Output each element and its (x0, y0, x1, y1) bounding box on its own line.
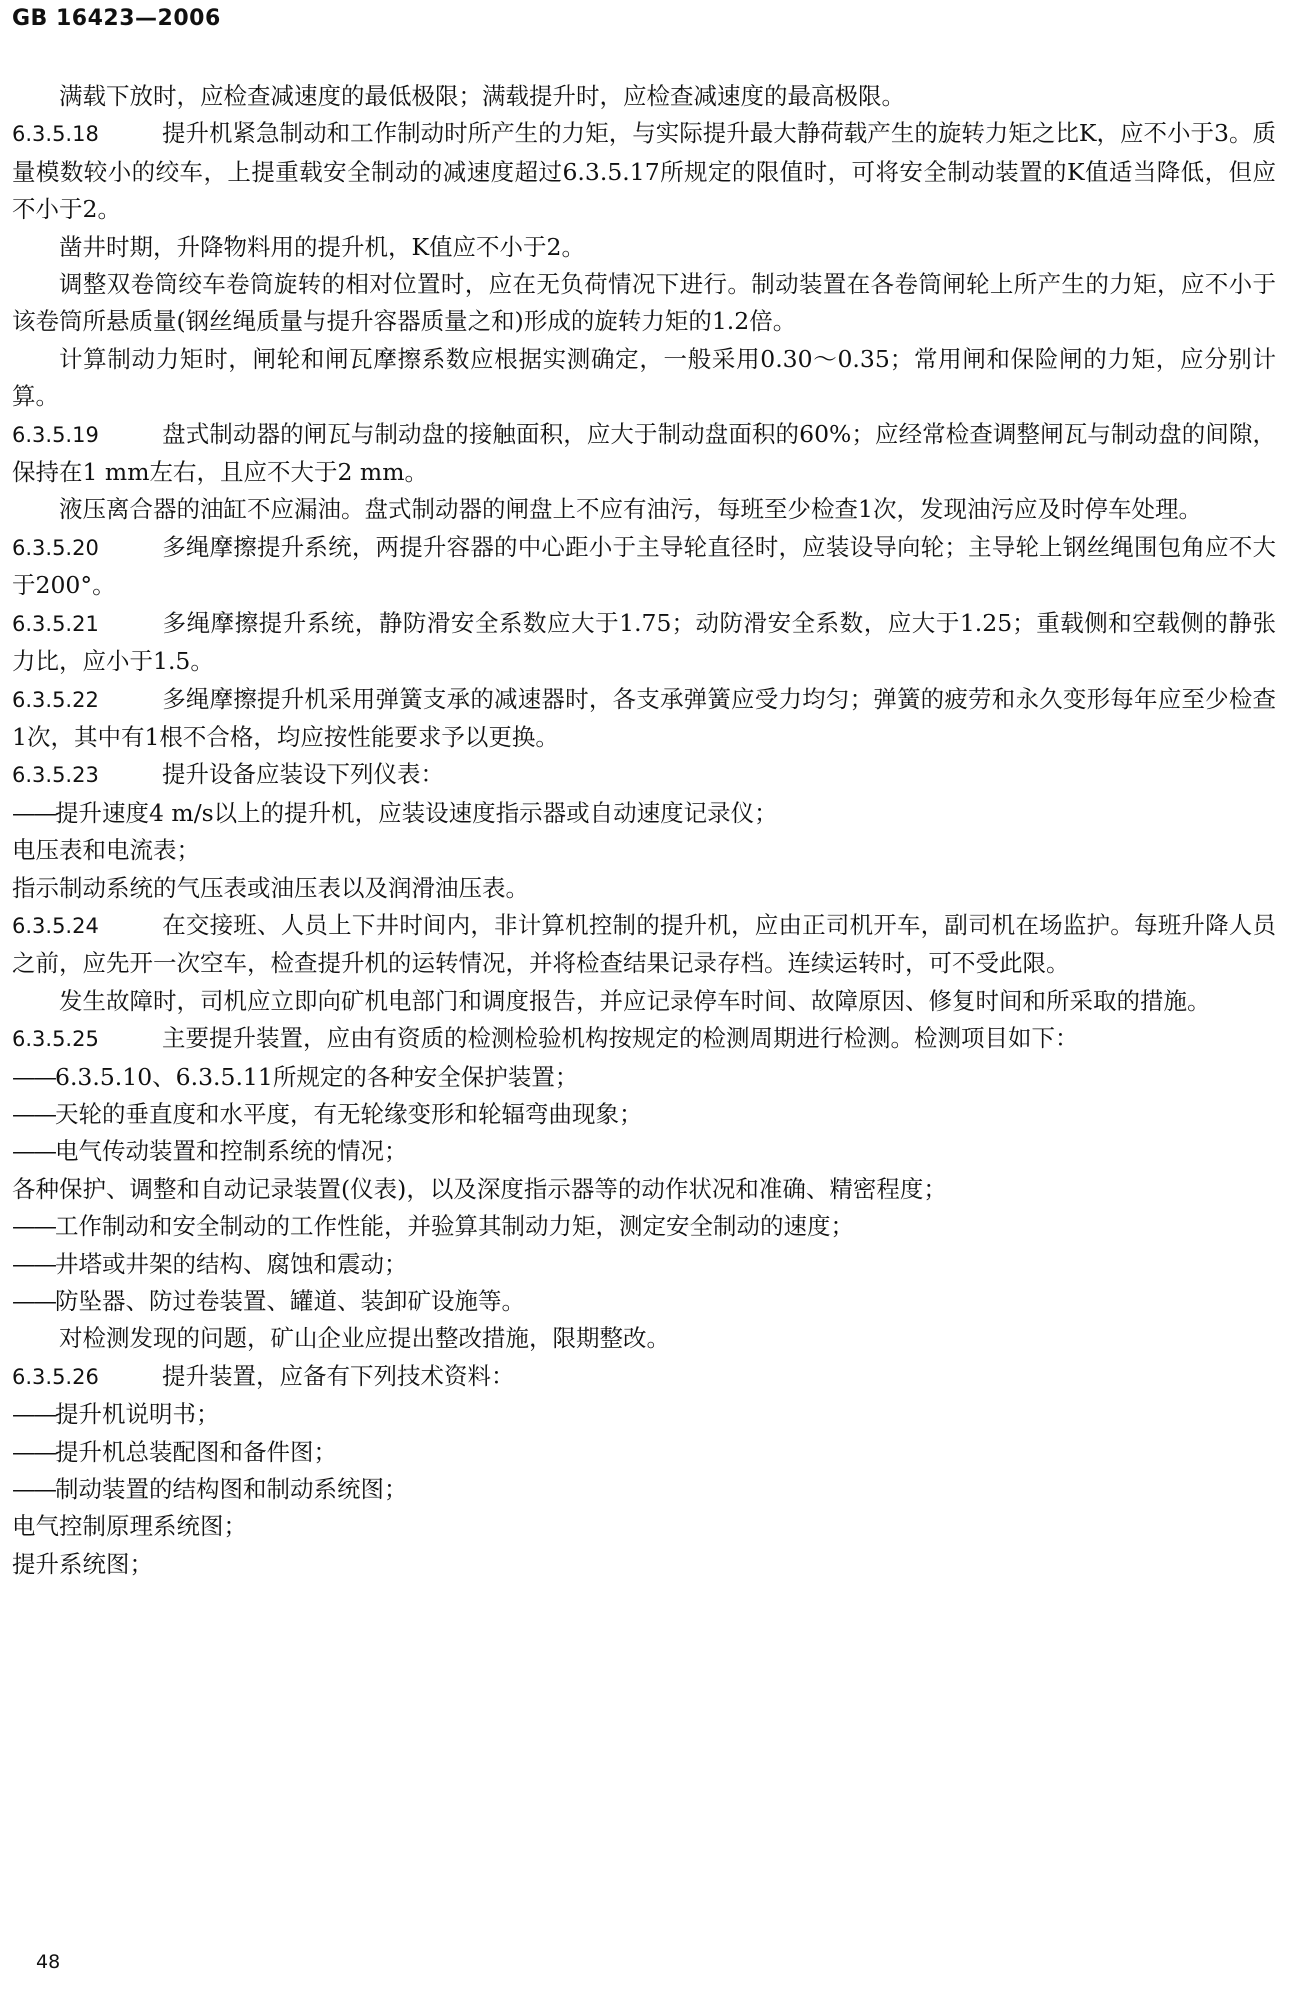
list-item: 电气控制原理系统图； (12, 1512, 247, 1541)
clause-number: 6.3.5.22 (12, 687, 99, 712)
em-dash-marker: —— (12, 1437, 55, 1466)
clause (12, 605, 1276, 681)
clause (12, 907, 1276, 983)
list-item: ——提升机总装配图和备件图； (12, 1437, 337, 1466)
clause-number: 6.3.5.24 (12, 913, 99, 938)
clause (12, 681, 1276, 757)
em-dash-marker: —— (12, 1287, 55, 1315)
list-item: 各种保护、调整和自动记录装置(仪表)，以及深度指示器等的动作状况和准确、精密程度； (12, 1174, 947, 1203)
document-body (12, 78, 1276, 1583)
clause-number: 6.3.5.19 (12, 422, 99, 447)
clause-text: 在交接班、人员上下井时间内，非计算机控制的提升机，应由正司机开车，副司机在场监护。每班升降人员之前，应先开一次空车，检查提升机的运转情况，并将检查结果记录存档。连续运转时，可不受此限。 (12, 910, 1276, 978)
paragraph: 调整双卷筒绞车卷筒旋转的相对位置时，应在无负荷情况下进行。制动装置在各卷筒闸轮上所产生的力矩，应不小于该卷筒所悬质量(钢丝绳质量与提升容器质量之和)形成的旋转力矩的1.2倍。 (12, 270, 1276, 336)
em-dash-marker: —— (12, 1475, 55, 1504)
clause-number: 6.3.5.26 (12, 1364, 99, 1389)
em-dash-marker: —— (12, 1137, 55, 1166)
list-item: 电压表和电流表； (12, 836, 200, 865)
list-item: 提升系统图； (12, 1549, 153, 1578)
list-item: ——防坠器、防过卷装置、罐道、装卸矿设施等。 (12, 1287, 525, 1315)
standard-number: GB 16423—2006 (12, 6, 221, 31)
list-item: ——工作制动和安全制动的工作性能，并验算其制动力矩，测定安全制动的速度； (12, 1212, 854, 1241)
clause-number: 6.3.5.25 (12, 1027, 99, 1052)
list-item: ——井塔或井架的结构、腐蚀和震动； (12, 1249, 408, 1278)
page-number: 48 (36, 1951, 61, 1973)
em-dash-marker: —— (12, 1062, 55, 1091)
clause-text: 多绳摩擦提升系统，两提升容器的中心距小于主导轮直径时，应装设导向轮；主导轮上钢丝绳围包角应不大于200°。 (12, 532, 1276, 600)
clause-text: 多绳摩擦提升机采用弹簧支承的减速器时，各支承弹簧应受力均匀；弹簧的疲劳和永久变形每年应至少检查1次，其中有1根不合格，均应按性能要求予以更换。 (12, 684, 1276, 751)
paragraph: 发生故障时，司机应立即向矿机电部门和调度报告，并应记录停车时间、故障原因、修复时间和所采取的措施。 (59, 986, 1211, 1015)
paragraph: 凿井时期，升降物料用的提升机，K值应不小于2。 (59, 232, 586, 261)
paragraph: 满载下放时，应检查减速度的最低极限；满载提升时，应检查减速度的最高极限。 (59, 82, 905, 110)
list-item: ——提升速度4 m/s以上的提升机，应装设速度指示器或自动速度记录仪； (12, 798, 778, 827)
clause (12, 1358, 1276, 1396)
clause-text: 主要提升装置，应由有资质的检测检验机构按规定的检测周期进行检测。检测项目如下： (162, 1024, 1079, 1053)
clause (12, 529, 1276, 605)
clause-text: 提升设备应装设下列仪表： (162, 760, 444, 789)
clause-text: 多绳摩擦提升系统，静防滑安全系数应大于1.75；动防滑安全系数，应大于1.25；重载侧和空载侧的静张力比，应小于1.5。 (12, 608, 1276, 676)
em-dash-marker: —— (12, 1400, 55, 1429)
em-dash-marker: —— (12, 798, 55, 827)
clause (12, 115, 1276, 228)
clause (12, 416, 1276, 492)
clause-text: 提升装置，应备有下列技术资料： (162, 1361, 515, 1390)
clause (12, 756, 1276, 794)
list-item: ——6.3.5.10、6.3.5.11所规定的各种安全保护装置； (12, 1062, 579, 1091)
em-dash-marker: —— (12, 1249, 55, 1278)
list-item: ——制动装置的结构图和制动系统图； (12, 1475, 408, 1504)
list-item: 指示制动系统的气压表或油压表以及润滑油压表。 (12, 873, 529, 902)
paragraph: 计算制动力矩时，闸轮和闸瓦摩擦系数应根据实测确定，一般采用0.30～0.35；常用闸和保险闸的力矩，应分别计算。 (12, 344, 1276, 411)
clause-number: 6.3.5.20 (12, 535, 99, 560)
clause-text: 提升机紧急制动和工作制动时所产生的力矩，与实际提升最大静荷载产生的旋转力矩之比K，应不小于3。质量模数较小的绞车，上提重载安全制动的减速度超过6.3.5.17所规定的限值时，可将安全制动装置的K值适当降低，但应不小于2。 (12, 119, 1276, 224)
clause-number: 6.3.5.18 (12, 122, 99, 147)
clause-number: 6.3.5.21 (12, 611, 99, 636)
clause-number: 6.3.5.23 (12, 763, 99, 788)
paragraph: 液压离合器的油缸不应漏油。盘式制动器的闸盘上不应有油污，每班至少检查1次，发现油污应及时停车处理。 (59, 495, 1202, 524)
em-dash-marker: —— (12, 1212, 55, 1241)
list-item: ——提升机说明书； (12, 1400, 220, 1429)
clause-text: 盘式制动器的闸瓦与制动盘的接触面积，应大于制动盘面积的60%；应经常检查调整闸瓦与制动盘的间隙，保持在1 mm左右，且应不大于2 mm。 (12, 419, 1276, 487)
paragraph: 对检测发现的问题，矿山企业应提出整改措施，限期整改。 (59, 1324, 670, 1353)
list-item: ——电气传动装置和控制系统的情况； (12, 1137, 408, 1166)
list-item: ——天轮的垂直度和水平度，有无轮缘变形和轮辐弯曲现象； (12, 1099, 643, 1128)
clause (12, 1020, 1276, 1058)
em-dash-marker: —— (12, 1099, 55, 1128)
